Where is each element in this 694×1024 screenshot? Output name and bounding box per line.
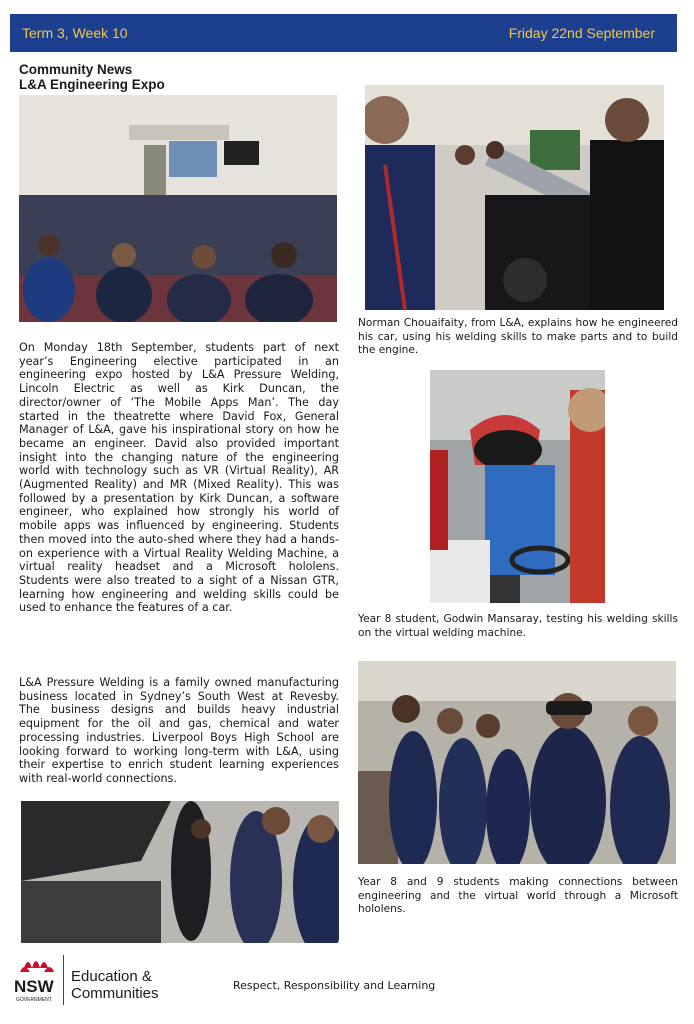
article-headline: L&A Engineering Expo xyxy=(19,77,165,92)
department-name xyxy=(71,968,159,1002)
school-motto: Respect, Responsibility and Learning xyxy=(233,979,436,992)
term-week: Term 3, Week 10 xyxy=(22,25,128,41)
caption-hololens: Year 8 and 9 students making connections between engineering and the virtual world through a Microsoft hololens. xyxy=(358,876,678,915)
department-line-2: Communities xyxy=(71,985,159,1002)
issue-date: Friday 22nd September xyxy=(508,25,655,41)
photo-virtual-welding xyxy=(430,370,605,603)
photo-students-car-engine xyxy=(21,801,339,943)
logo-sub: GOVERNMENT xyxy=(16,997,52,1003)
photo-hololens xyxy=(358,661,676,864)
section-heading: Community News xyxy=(19,62,133,77)
caption-car: Norman Chouaifaity, from L&A, explains how he engineered his car, using his welding skills to make parts and to build the engine. xyxy=(358,317,678,356)
logo-divider xyxy=(63,955,64,1005)
article-paragraph-1: On Monday 18th September, students part of next year’s Engineering elective participated in an engineering expo hosted by L&A Pressure Welding, Lincoln Electric as well as Kirk Duncan, the director/owner of ‘The Mobile Apps Man’. The day started in the theatrette where David Fox, General Manager of L&A, gave his inspirational story on how he became an engineer. David also provided important insight into the changing nature of the engineering world with technology such as VR (Virtual Reality), AR (Augmented Reality) and MR (Mixed Reality). This was followed by a presentation by Kirk Duncan, a software engineer, who explained how strongly his world of mobile apps was influenced by engineering. Students then moved into the auto-shed where they had a hands-on experience with a Virtual Reality Welding Machine, a virtual reality headset and a Microsoft hololens. Students were also treated to a sight of a Nissan GTR, learning how engineering and welding skills could be used to enhance the features of a car. xyxy=(19,341,339,615)
header-banner xyxy=(10,14,677,52)
article-title xyxy=(19,62,165,92)
photo-theatrette xyxy=(19,95,337,322)
caption-welding: Year 8 student, Godwin Mansaray, testing his welding skills on the virtual welding machine. xyxy=(358,613,678,639)
photo-car-engine xyxy=(365,85,664,310)
article-paragraph-2: L&A Pressure Welding is a family owned manufacturing business located in Sydney’s South West at Revesby. The business designs and builds heavy industrial equipment for the oil and gas, chemical and water processing industries. Liverpool Boys High School are looking forward to working long-term with L&A, using their expertise to enrich student learning experiences with real-world connections. xyxy=(19,676,339,785)
logo-abbrev: NSW xyxy=(14,977,54,996)
department-line-1: Education & xyxy=(71,968,152,985)
